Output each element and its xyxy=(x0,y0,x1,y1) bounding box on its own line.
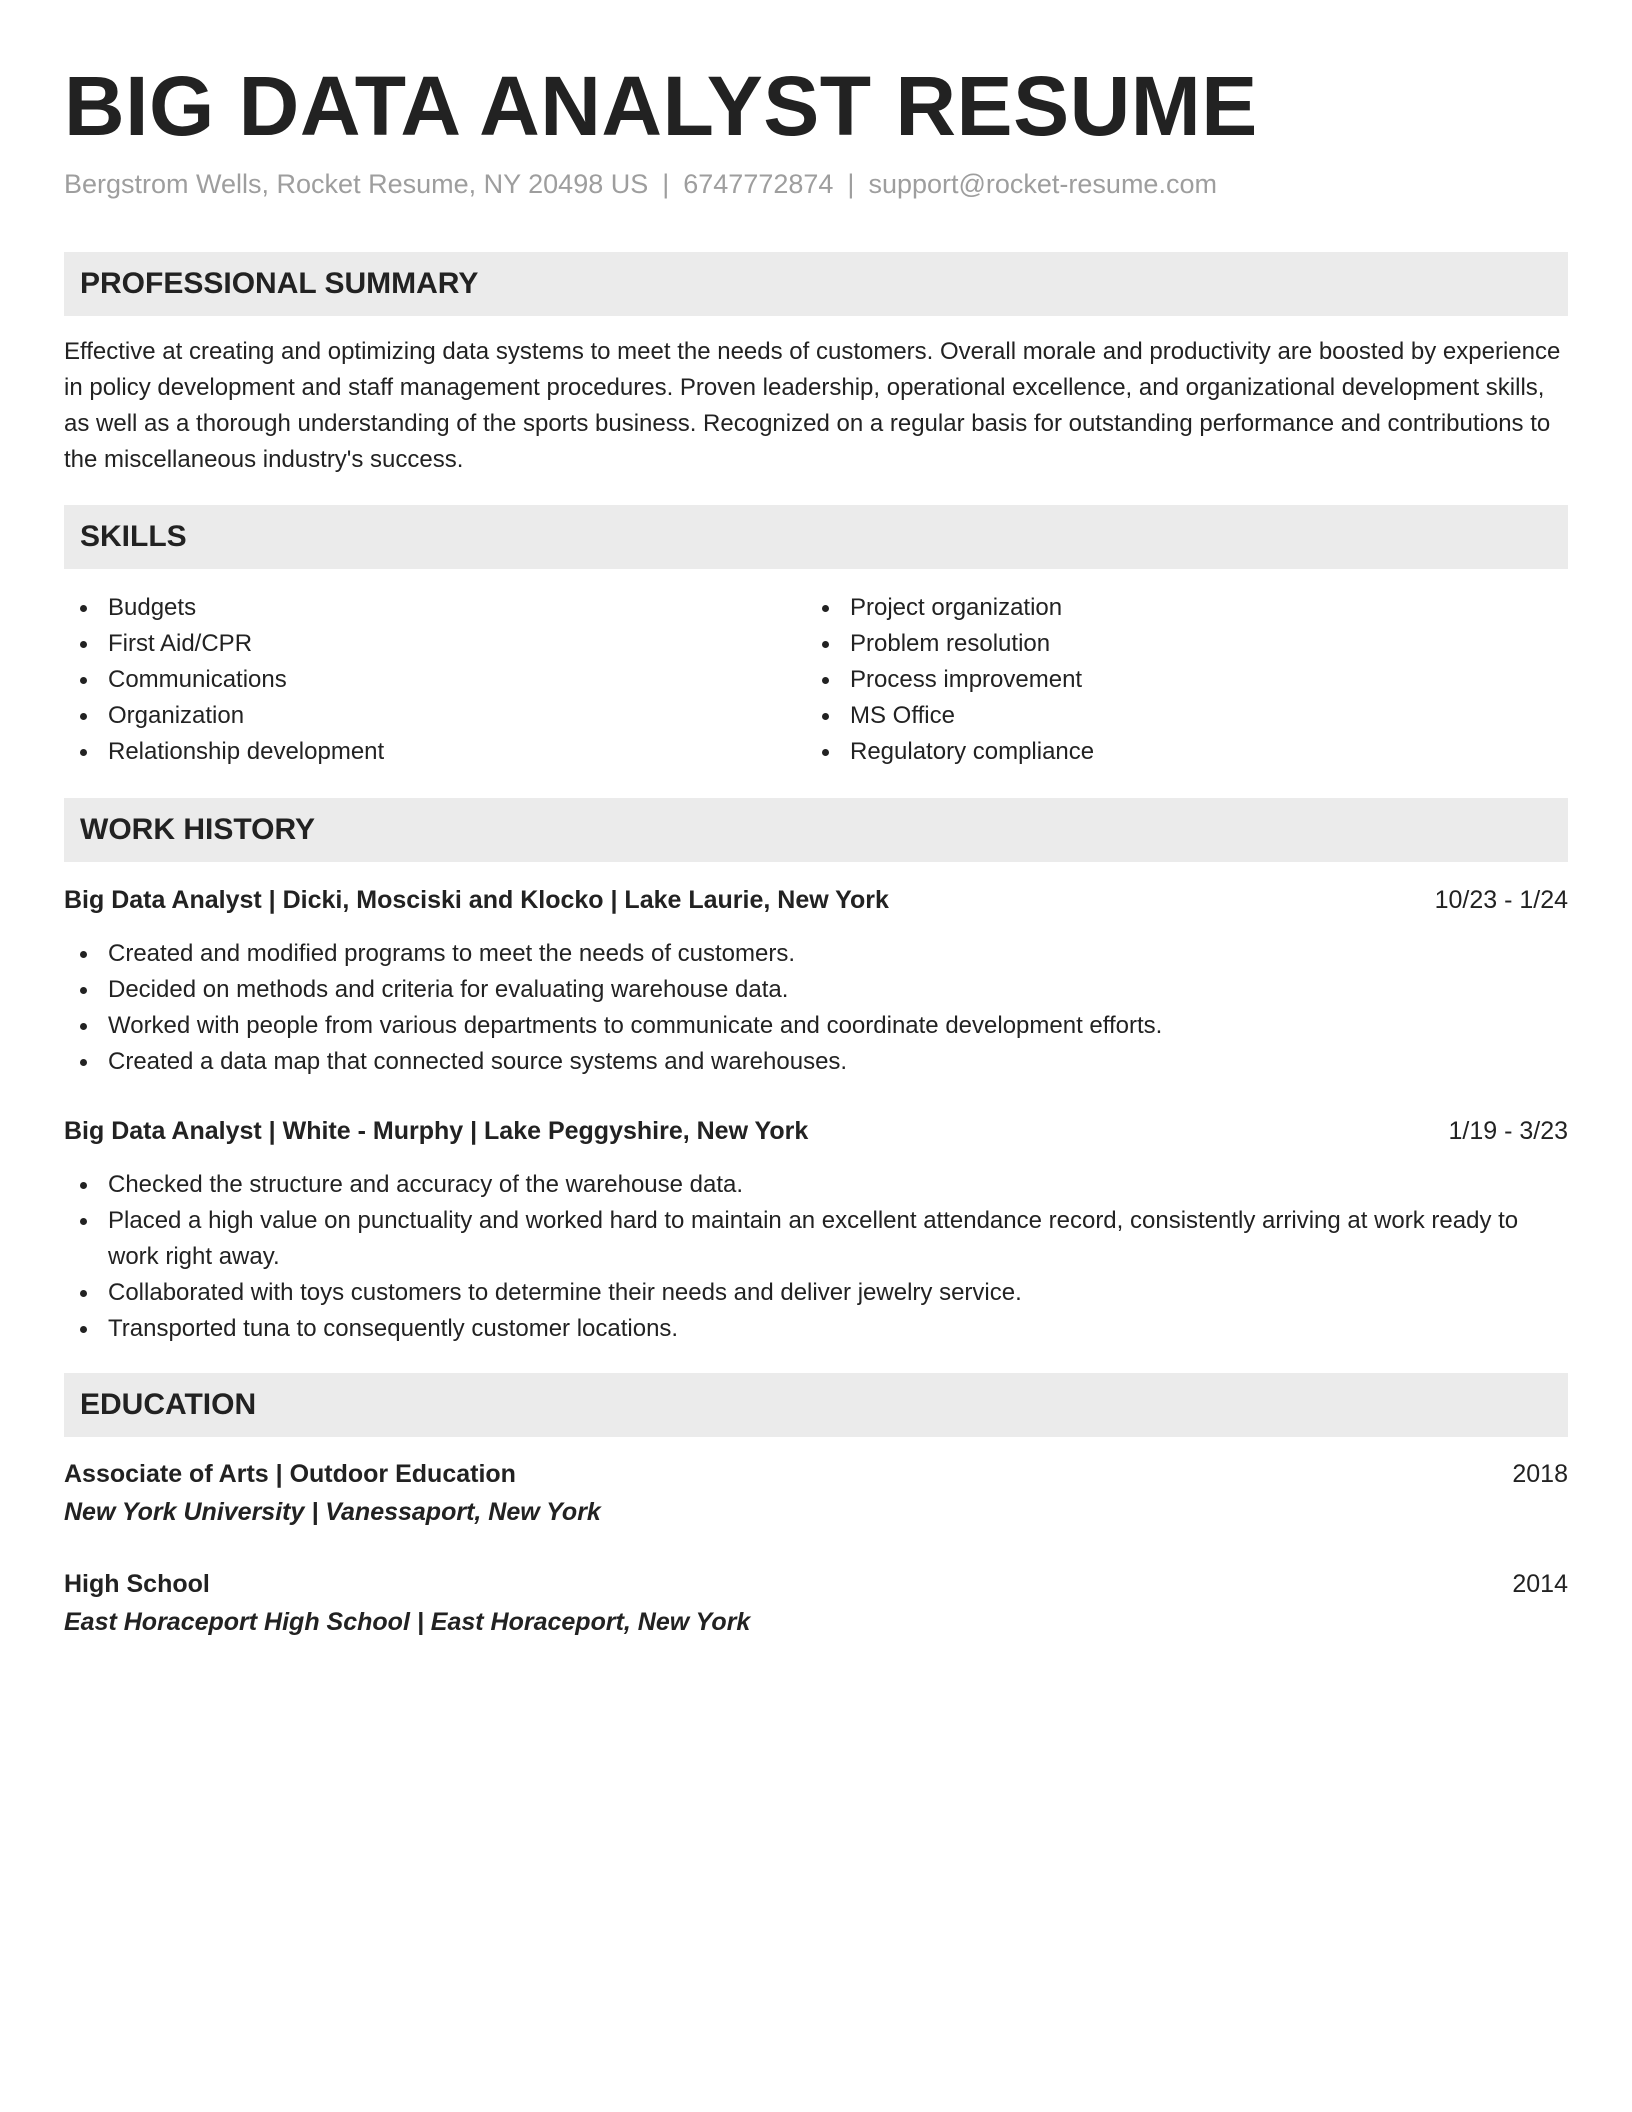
summary-text: Effective at creating and optimizing data systems to meet the needs of customers. Overall morale and productivity are boosted by experience in policy development and staff management procedures. Proven leadership, operational excellence, and organizational development skills, as well as a thorough understanding of the sports business. Recognized on a regular basis for outstanding performance and contributions to the miscellaneous industry's success. xyxy=(64,338,1561,473)
education-year: 2018 xyxy=(1512,1460,1568,1488)
contact-email: support@rocket-resume.com xyxy=(868,169,1217,199)
job-title: Big Data Analyst | White - Murphy | Lake Peggyshire, New York xyxy=(64,1117,809,1145)
education-header xyxy=(64,1456,1568,1492)
skill-item: Communications xyxy=(64,662,384,698)
job-dates: 10/23 - 1/24 xyxy=(1434,886,1568,914)
skill-item: First Aid/CPR xyxy=(64,626,384,662)
job-bullet: Decided on methods and criteria for evaluating warehouse data. xyxy=(64,972,1568,1008)
skill-item: Relationship development xyxy=(64,734,384,770)
contact-phone: 6747772874 xyxy=(683,169,834,199)
job-bullet: Collaborated with toys customers to determine their needs and deliver jewelry service. xyxy=(64,1275,1568,1311)
section-heading-skills: SKILLS xyxy=(64,505,1568,569)
skill-item: Process improvement xyxy=(806,662,1094,698)
job-title: Big Data Analyst | Dicki, Mosciski and Klocko | Lake Laurie, New York xyxy=(64,886,889,914)
skill-item: MS Office xyxy=(806,698,1094,734)
job-header xyxy=(64,1113,1568,1149)
job-bullet: Worked with people from various departments to communicate and coordinate development efforts. xyxy=(64,1008,1568,1044)
contact-address: Bergstrom Wells, Rocket Resume, NY 20498 US xyxy=(64,169,649,199)
job-bullets xyxy=(64,1167,1568,1347)
section-heading-summary: PROFESSIONAL SUMMARY xyxy=(64,252,1568,316)
contact-separator: | xyxy=(662,169,670,199)
skill-item: Problem resolution xyxy=(806,626,1094,662)
education-school: East Horaceport High School | East Horaceport, New York xyxy=(64,1608,751,1636)
education-header xyxy=(64,1566,1568,1602)
job-bullet: Transported tuna to consequently customer locations. xyxy=(64,1311,1568,1347)
skill-item: Budgets xyxy=(64,590,384,626)
job-bullet: Checked the structure and accuracy of the warehouse data. xyxy=(64,1167,1568,1203)
job-dates: 1/19 - 3/23 xyxy=(1448,1117,1568,1145)
job-bullets xyxy=(64,936,1568,1080)
education-degree: High School xyxy=(64,1570,210,1598)
skill-item: Organization xyxy=(64,698,384,734)
job-bullet: Created a data map that connected source systems and warehouses. xyxy=(64,1044,1568,1080)
section-heading-education: EDUCATION xyxy=(64,1373,1568,1437)
skills-list-left xyxy=(64,590,384,770)
contact-line xyxy=(64,166,1217,202)
education-school: New York University | Vanessaport, New York xyxy=(64,1498,601,1526)
section-heading-work-history: WORK HISTORY xyxy=(64,798,1568,862)
job-header xyxy=(64,882,1568,918)
contact-separator: | xyxy=(847,169,855,199)
skill-item: Project organization xyxy=(806,590,1094,626)
education-degree: Associate of Arts | Outdoor Education xyxy=(64,1460,516,1488)
education-year: 2014 xyxy=(1512,1570,1568,1598)
skill-item: Regulatory compliance xyxy=(806,734,1094,770)
resume-title: BIG DATA ANALYST RESUME xyxy=(64,59,1258,153)
skills-list-right xyxy=(806,590,1094,770)
job-bullet: Created and modified programs to meet the needs of customers. xyxy=(64,936,1568,972)
job-bullet: Placed a high value on punctuality and worked hard to maintain an excellent attendance record, consistently arriving at work ready to work right away. xyxy=(64,1203,1568,1275)
